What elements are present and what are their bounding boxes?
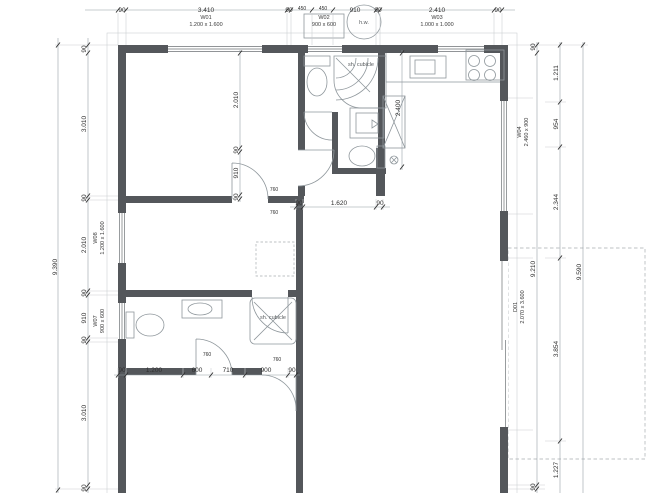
- dim-text: 9.590: [576, 263, 583, 281]
- window-label-size: 2.460 x 900: [524, 117, 530, 147]
- window-w01: [165, 45, 265, 53]
- window-label-id: W07: [93, 315, 99, 327]
- door-leaf-dim: 760: [272, 357, 282, 363]
- dim-text: 90: [81, 194, 88, 202]
- dim-text: 1.227: [553, 461, 560, 479]
- dim-text: 2.344: [553, 193, 560, 211]
- dim-text: 90: [494, 7, 502, 14]
- door-leaf-dim: 760: [269, 187, 279, 193]
- window-label-id: W03: [431, 15, 443, 21]
- dim-text: 90: [295, 200, 303, 207]
- dim-text: 90: [285, 7, 293, 14]
- bathroom-bottom-fixtures: [126, 298, 296, 344]
- dim-text: 90: [81, 336, 88, 344]
- dim-text: 450: [297, 6, 307, 12]
- interior-walls: [118, 53, 386, 493]
- dim-text: 90: [233, 193, 240, 201]
- dim-text: 1.620: [330, 200, 348, 207]
- dim-text: 90: [530, 43, 537, 51]
- dim-text: 90: [81, 484, 88, 492]
- window-label-size: 1.200 x 1.600: [100, 221, 106, 255]
- dim-text: 450: [318, 6, 328, 12]
- window-label-id: W01: [200, 15, 212, 21]
- window-w08: [118, 210, 126, 266]
- window-label-size: 900 x 600: [100, 308, 106, 334]
- wardrobe-dashed: [256, 242, 294, 276]
- window-labels-top: [189, 15, 453, 28]
- dim-text: 954: [553, 118, 560, 130]
- dim-text: 3.854: [553, 340, 560, 358]
- shower-cubicle-label: sh. cubicle: [348, 62, 374, 68]
- window-label-size: 1.200 x 1.600: [189, 22, 223, 28]
- window-w02: [305, 45, 345, 53]
- dim-text: 3.010: [81, 115, 88, 133]
- dim-text: 90: [233, 146, 240, 154]
- dim-text: 910: [233, 167, 240, 179]
- dim-text: 90: [288, 367, 296, 374]
- window-w03: [435, 45, 487, 53]
- dim-text: 9.390: [52, 258, 59, 276]
- dim-text: 90: [81, 45, 88, 53]
- dim-text: 90: [374, 7, 382, 14]
- dim-text: 9.210: [530, 260, 537, 278]
- dim-text: 90: [81, 289, 88, 297]
- sliding-door-d01: [500, 258, 508, 430]
- window-label-id: W08: [93, 232, 99, 244]
- door-label-size: 2.070 x 3.600: [520, 290, 526, 324]
- door-leaf-dim: 760: [202, 352, 212, 358]
- dim-text: 90: [530, 483, 537, 491]
- window-w04: [500, 98, 508, 214]
- dim-text: 90: [118, 7, 126, 14]
- roof-outline: [107, 33, 517, 493]
- window-label-size: 900 x 600: [311, 22, 337, 28]
- dim-text: 90: [376, 200, 384, 207]
- dim-text: 1.200: [145, 367, 163, 374]
- shower-cubicle-label: sh. cubicle: [260, 315, 286, 321]
- window-w07: [118, 300, 126, 342]
- hot-water-label: h.w.: [359, 20, 369, 26]
- window-label-id: W02: [318, 15, 330, 21]
- left-dimension-chain: [52, 45, 106, 492]
- dim-text: 2.010: [81, 236, 88, 254]
- dim-text: 710: [222, 367, 234, 374]
- dim-text: 2.410: [428, 7, 446, 14]
- dim-text: 2.400: [395, 99, 402, 117]
- dim-text: 90: [118, 367, 126, 374]
- dim-text: 910: [349, 7, 361, 14]
- window-label-id: W04: [517, 126, 523, 138]
- dim-text: 1.211: [553, 65, 560, 81]
- dim-text: 3.010: [81, 404, 88, 422]
- door-leaf-dim: 760: [269, 210, 279, 216]
- dim-text: 3.410: [197, 7, 215, 14]
- dim-text: 2.010: [233, 91, 240, 109]
- dim-text: 900: [260, 367, 272, 374]
- dim-text: 600: [191, 367, 203, 374]
- door-label-id: D01: [513, 301, 519, 313]
- window-label-size: 1.000 x 1.000: [420, 22, 454, 28]
- dim-text: 910: [81, 312, 88, 324]
- right-dimension-chain: [513, 43, 583, 491]
